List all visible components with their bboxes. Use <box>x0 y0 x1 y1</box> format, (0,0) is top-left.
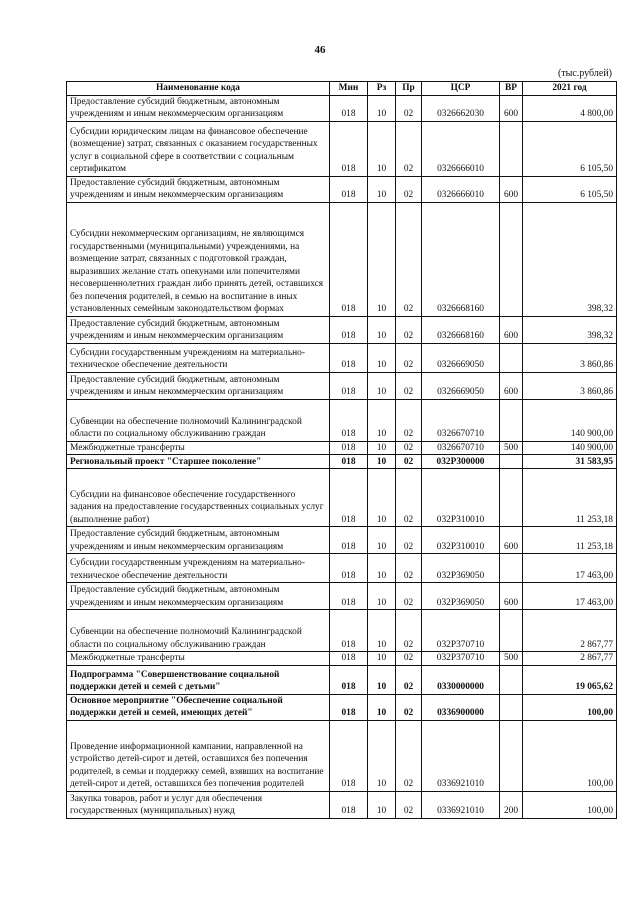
cell-pr: 02 <box>396 554 422 583</box>
cell-pr: 02 <box>396 121 422 176</box>
cell-pr: 02 <box>396 372 422 399</box>
cell-rz: 10 <box>368 121 396 176</box>
cell-amount: 11 253,18 <box>523 527 617 554</box>
cell-name: Субвенции на обеспечение полномочий Калининградской области по социальному обслуживанию граждан <box>67 399 330 441</box>
table-row <box>67 652 617 666</box>
cell-amount: 19 065,62 <box>523 665 617 694</box>
cell-csr: 0336921010 <box>422 791 500 818</box>
cell-min: 018 <box>330 652 368 666</box>
cell-pr: 02 <box>396 455 422 469</box>
cell-rz: 10 <box>368 554 396 583</box>
cell-csr: 0326669050 <box>422 372 500 399</box>
cell-csr: 032P369050 <box>422 554 500 583</box>
cell-name: Межбюджетные трансферты <box>67 652 330 666</box>
cell-csr: 032P300000 <box>422 455 500 469</box>
cell-amount: 140 900,00 <box>523 399 617 441</box>
cell-csr: 0326662030 <box>422 95 500 121</box>
cell-rz: 10 <box>368 176 396 202</box>
cell-amount: 4 800,00 <box>523 95 617 121</box>
cell-pr: 02 <box>396 665 422 694</box>
cell-vr <box>500 469 523 527</box>
table-row <box>67 665 617 694</box>
cell-amount: 17 463,00 <box>523 554 617 583</box>
table-row <box>67 469 617 527</box>
cell-vr <box>500 610 523 652</box>
table-row <box>67 121 617 176</box>
header-rz: Рз <box>368 82 396 96</box>
cell-vr <box>500 455 523 469</box>
cell-name: Субсидии некоммерческим организациям, не являющимся государственными (муниципальными) учреждениями, на возмещение затрат, связанных с подготовкой граждан, выразивших желание стать опекунами или попечителями несовершеннолетних граждан либо принять детей, оставшихся без попечения родителей, в семью на воспитание в иных установленных семейным законодательством формах <box>67 202 330 316</box>
cell-vr: 600 <box>500 95 523 121</box>
cell-name: Предоставление субсидий бюджетным, автономным учреждениям и иным некоммерческим организациям <box>67 176 330 202</box>
cell-min: 018 <box>330 665 368 694</box>
cell-pr: 02 <box>396 399 422 441</box>
cell-rz: 10 <box>368 791 396 818</box>
table-row <box>67 95 617 121</box>
cell-name: Предоставление субсидий бюджетным, автономным учреждениям и иным некоммерческим организациям <box>67 527 330 554</box>
cell-vr: 200 <box>500 791 523 818</box>
cell-vr <box>500 202 523 316</box>
table-row <box>67 441 617 455</box>
cell-rz: 10 <box>368 665 396 694</box>
table-row <box>67 316 617 343</box>
cell-csr: 032P370710 <box>422 610 500 652</box>
cell-rz: 10 <box>368 583 396 610</box>
cell-name: Субсидии на финансовое обеспечение государственного задания на предоставление государственных социальных услуг (выполнение работ) <box>67 469 330 527</box>
cell-amount: 11 253,18 <box>523 469 617 527</box>
cell-name: Региональный проект "Старшее поколение" <box>67 455 330 469</box>
cell-min: 018 <box>330 441 368 455</box>
cell-min: 018 <box>330 343 368 372</box>
cell-pr: 02 <box>396 343 422 372</box>
cell-vr <box>500 694 523 720</box>
header-csr: ЦСР <box>422 82 500 96</box>
cell-vr <box>500 720 523 791</box>
table-row <box>67 554 617 583</box>
cell-name: Предоставление субсидий бюджетным, автономным учреждениям и иным некоммерческим организациям <box>67 372 330 399</box>
cell-csr: 0326670710 <box>422 441 500 455</box>
cell-amount: 31 583,95 <box>523 455 617 469</box>
cell-pr: 02 <box>396 720 422 791</box>
cell-amount: 3 860,86 <box>523 372 617 399</box>
header-min: Мин <box>330 82 368 96</box>
table-row <box>67 455 617 469</box>
cell-min: 018 <box>330 583 368 610</box>
cell-pr: 02 <box>396 316 422 343</box>
cell-vr: 600 <box>500 527 523 554</box>
table-row <box>67 202 617 316</box>
cell-name: Подпрограмма "Совершенствование социальной поддержки детей и семей с детьми" <box>67 665 330 694</box>
header-pr: Пр <box>396 82 422 96</box>
units-label: (тыс.рублей) <box>557 68 612 79</box>
cell-amount: 6 105,50 <box>523 121 617 176</box>
cell-pr: 02 <box>396 202 422 316</box>
cell-vr <box>500 554 523 583</box>
cell-csr: 0336900000 <box>422 694 500 720</box>
cell-rz: 10 <box>368 694 396 720</box>
cell-pr: 02 <box>396 791 422 818</box>
cell-vr: 600 <box>500 316 523 343</box>
cell-min: 018 <box>330 95 368 121</box>
cell-min: 018 <box>330 527 368 554</box>
cell-amount: 3 860,86 <box>523 343 617 372</box>
cell-csr: 0326666010 <box>422 176 500 202</box>
table-row <box>67 176 617 202</box>
cell-name: Межбюджетные трансферты <box>67 441 330 455</box>
cell-min: 018 <box>330 455 368 469</box>
cell-amount: 6 105,50 <box>523 176 617 202</box>
cell-rz: 10 <box>368 399 396 441</box>
cell-csr: 0330000000 <box>422 665 500 694</box>
cell-min: 018 <box>330 791 368 818</box>
cell-min: 018 <box>330 316 368 343</box>
cell-amount: 2 867,77 <box>523 652 617 666</box>
cell-min: 018 <box>330 399 368 441</box>
cell-csr: 032P370710 <box>422 652 500 666</box>
cell-rz: 10 <box>368 610 396 652</box>
cell-rz: 10 <box>368 343 396 372</box>
cell-vr: 600 <box>500 372 523 399</box>
cell-amount: 100,00 <box>523 791 617 818</box>
cell-name: Проведение информационной кампании, направленной на устройство детей-сирот и детей, оставшихся без попечения родителей, в семьи и поддержку семей, взявших на воспитание детей-сирот и детей, оставшихся без попечения родителей <box>67 720 330 791</box>
cell-csr: 0336921010 <box>422 720 500 791</box>
cell-vr: 500 <box>500 441 523 455</box>
header-year: 2021 год <box>523 82 617 96</box>
cell-vr: 600 <box>500 583 523 610</box>
cell-amount: 17 463,00 <box>523 583 617 610</box>
cell-rz: 10 <box>368 527 396 554</box>
table-row <box>67 527 617 554</box>
table-row <box>67 791 617 818</box>
cell-rz: 10 <box>368 202 396 316</box>
cell-csr: 032P369050 <box>422 583 500 610</box>
cell-pr: 02 <box>396 95 422 121</box>
table-row <box>67 372 617 399</box>
cell-name: Субсидии государственным учреждениям на материально-техническое обеспечение деятельности <box>67 554 330 583</box>
cell-min: 018 <box>330 121 368 176</box>
table-row <box>67 583 617 610</box>
table-row <box>67 720 617 791</box>
table-row <box>67 694 617 720</box>
cell-pr: 02 <box>396 469 422 527</box>
cell-csr: 0326668160 <box>422 316 500 343</box>
cell-rz: 10 <box>368 652 396 666</box>
cell-pr: 02 <box>396 652 422 666</box>
cell-min: 018 <box>330 610 368 652</box>
cell-csr: 0326670710 <box>422 399 500 441</box>
cell-csr: 0326668160 <box>422 202 500 316</box>
cell-amount: 2 867,77 <box>523 610 617 652</box>
cell-min: 018 <box>330 202 368 316</box>
cell-name: Предоставление субсидий бюджетным, автономным учреждениям и иным некоммерческим организациям <box>67 583 330 610</box>
cell-csr: 0326669050 <box>422 343 500 372</box>
cell-rz: 10 <box>368 455 396 469</box>
cell-vr <box>500 343 523 372</box>
cell-pr: 02 <box>396 610 422 652</box>
cell-vr: 500 <box>500 652 523 666</box>
cell-min: 018 <box>330 372 368 399</box>
table-row <box>67 610 617 652</box>
cell-pr: 02 <box>396 176 422 202</box>
table-row <box>67 399 617 441</box>
cell-name: Предоставление субсидий бюджетным, автономным учреждениям и иным некоммерческим организациям <box>67 316 330 343</box>
cell-amount: 140 900,00 <box>523 441 617 455</box>
header-vr: ВР <box>500 82 523 96</box>
cell-vr <box>500 665 523 694</box>
cell-min: 018 <box>330 720 368 791</box>
cell-pr: 02 <box>396 694 422 720</box>
cell-csr: 032P310010 <box>422 527 500 554</box>
cell-name: Субсидии государственным учреждениям на материально-техническое обеспечение деятельности <box>67 343 330 372</box>
cell-rz: 10 <box>368 441 396 455</box>
cell-name: Предоставление субсидий бюджетным, автономным учреждениям и иным некоммерческим организациям <box>67 95 330 121</box>
cell-pr: 02 <box>396 527 422 554</box>
cell-rz: 10 <box>368 469 396 527</box>
header-name: Наименование кода <box>67 82 330 96</box>
table-row <box>67 343 617 372</box>
page-number: 46 <box>314 44 326 56</box>
cell-pr: 02 <box>396 441 422 455</box>
cell-rz: 10 <box>368 316 396 343</box>
cell-name: Основное мероприятие "Обеспечение социальной поддержки детей и семей, имеющих детей" <box>67 694 330 720</box>
cell-amount: 398,32 <box>523 316 617 343</box>
cell-amount: 100,00 <box>523 720 617 791</box>
cell-pr: 02 <box>396 583 422 610</box>
table-header-row <box>67 82 617 96</box>
cell-csr: 0326666010 <box>422 121 500 176</box>
cell-name: Закупка товаров, работ и услуг для обеспечения государственных (муниципальных) нужд <box>67 791 330 818</box>
cell-name: Субсидии юридическим лицам на финансовое обеспечение (возмещение) затрат, связанных с оказанием государственных услуг в социальной сфере в соответствии с социальным сертификатом <box>67 121 330 176</box>
cell-min: 018 <box>330 176 368 202</box>
cell-rz: 10 <box>368 372 396 399</box>
cell-vr: 600 <box>500 176 523 202</box>
cell-amount: 100,00 <box>523 694 617 720</box>
cell-min: 018 <box>330 554 368 583</box>
cell-name: Субвенции на обеспечение полномочий Калининградской области по социальному обслуживанию граждан <box>67 610 330 652</box>
cell-min: 018 <box>330 469 368 527</box>
budget-table <box>66 81 617 819</box>
cell-vr <box>500 121 523 176</box>
cell-min: 018 <box>330 694 368 720</box>
cell-vr <box>500 399 523 441</box>
cell-rz: 10 <box>368 95 396 121</box>
cell-rz: 10 <box>368 720 396 791</box>
cell-amount: 398,32 <box>523 202 617 316</box>
cell-csr: 032P310010 <box>422 469 500 527</box>
